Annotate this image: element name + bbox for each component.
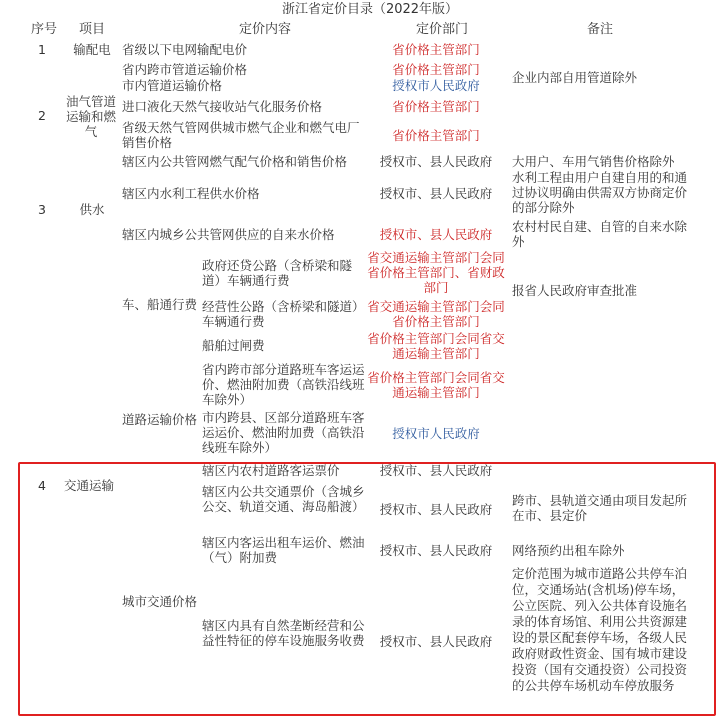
header-content: 定价内容: [238, 22, 291, 37]
toll-dept-2: 省交通运输主管部门会同省价格主管部门: [367, 299, 505, 329]
urban-note-3: 定价范围为城市道路公共停车泊位，交通场站(含机场)停车场，公立医院、列入公共体育设施名录的体育场馆、利用公共资源建设的景区配套停车场，各级人民政府财政性资金、国有城市建设投资（国有交通投资）公司投资的公共停车场机动车停放服务: [512, 566, 688, 693]
toll-subitem: 车、船通行费: [122, 297, 198, 312]
row2-content-5: 辖区内公共管网燃气配气价格和销售价格: [122, 154, 348, 169]
row3-dept-2: 授权市、县人民政府: [379, 227, 493, 242]
row4-item: 交通运输: [64, 478, 115, 493]
row1-no: 1: [38, 42, 46, 57]
row3-no: 3: [38, 202, 46, 217]
row2-content-3: 进口液化天然气接收站气化服务价格: [122, 99, 323, 114]
row1-dept: 省价格主管部门: [392, 42, 480, 57]
header-item: 项目: [78, 22, 105, 37]
header-note: 备注: [586, 22, 613, 37]
page-title: 浙江省定价目录（2022年版）: [281, 2, 459, 17]
row2-dept-1: 省价格主管部门: [392, 62, 480, 77]
row2-dept-3: 省价格主管部门: [392, 99, 480, 114]
toll-content-1: 政府还贷公路（含桥梁和隧道）车辆通行费: [202, 258, 353, 288]
urban-dept-2: 授权市、县人民政府: [379, 543, 493, 558]
row3-item: 供水: [79, 202, 105, 217]
highlight-frame: [18, 462, 716, 716]
row3-content-2: 辖区内城乡公共管网供应的自来水价格: [122, 227, 335, 242]
toll-dept-1: 省交通运输主管部门会同省价格主管部门、省财政部门: [367, 250, 505, 295]
row2-no: 2: [38, 108, 46, 123]
road-content-3: 辖区内农村道路客运票价: [202, 463, 340, 478]
toll-note: 报省人民政府审查批准: [512, 283, 638, 298]
urban-note-1: 跨市、县轨道交通由项目发起所在市、县定价: [512, 493, 688, 523]
toll-content-2: 经营性公路（含桥梁和隧道）车辆通行费: [202, 299, 365, 329]
road-content-2: 市内跨县、区部分道路班车客运运价、燃油附加费（高铁沿线班车除外）: [202, 410, 365, 455]
header-no: 序号: [30, 22, 57, 37]
row3-dept-1: 授权市、县人民政府: [379, 186, 493, 201]
road-content-1: 省内跨市部分道路班车客运运价、燃油附加费（高铁沿线班车除外）: [202, 362, 365, 407]
row1-item: 输配电: [73, 42, 111, 57]
row2-dept-4: 省价格主管部门: [392, 128, 480, 143]
row3-note-1: 水利工程由用户自建自用的和通过协议明确由供需双方协商定价的部分除外: [512, 170, 688, 215]
row2-content-2: 市内管道运输价格: [122, 78, 223, 93]
header-dept: 定价部门: [415, 22, 468, 37]
row2-dept-5: 授权市、县人民政府: [379, 154, 493, 169]
urban-content-2: 辖区内客运出租车运价、燃油（气）附加费: [202, 535, 365, 565]
road-subitem: 道路运输价格: [122, 412, 198, 427]
toll-dept-3: 省价格主管部门会同省交通运输主管部门: [367, 331, 505, 361]
toll-content-3: 船舶过闸费: [202, 338, 265, 353]
road-dept-1: 省价格主管部门会同省交通运输主管部门: [367, 370, 505, 400]
row3-content-1: 辖区内水利工程供水价格: [122, 186, 260, 201]
row2-content-4: 省级天然气管网供城市燃气企业和燃气电厂销售价格: [122, 120, 360, 150]
row3-note-2: 农村村民自建、自管的自来水除外: [512, 219, 688, 249]
row2-item: 油气管道运输和燃气: [65, 94, 116, 139]
road-dept-3: 授权市、县人民政府: [379, 463, 493, 478]
urban-content-1: 辖区内公共交通票价（含城乡公交、轨道交通、海岛船渡）: [202, 484, 365, 514]
urban-subitem: 城市交通价格: [122, 594, 198, 609]
row4-no: 4: [38, 478, 46, 493]
urban-note-2: 网络预约出租车除外: [512, 543, 625, 558]
row2-note-1: 企业内部自用管道除外: [512, 70, 638, 85]
row2-dept-2: 授权市人民政府: [392, 78, 480, 93]
urban-dept-3: 授权市、县人民政府: [379, 634, 493, 649]
row2-content-1: 省内跨市管道运输价格: [122, 62, 248, 77]
row1-content: 省级以下电网输配电价: [122, 42, 248, 57]
urban-content-3: 辖区内具有自然垄断经营和公益性特征的停车设施服务收费: [202, 618, 365, 648]
urban-dept-1: 授权市、县人民政府: [379, 502, 493, 517]
row2-note-5: 大用户、车用气销售价格除外: [512, 154, 675, 169]
road-dept-2: 授权市人民政府: [392, 426, 480, 441]
